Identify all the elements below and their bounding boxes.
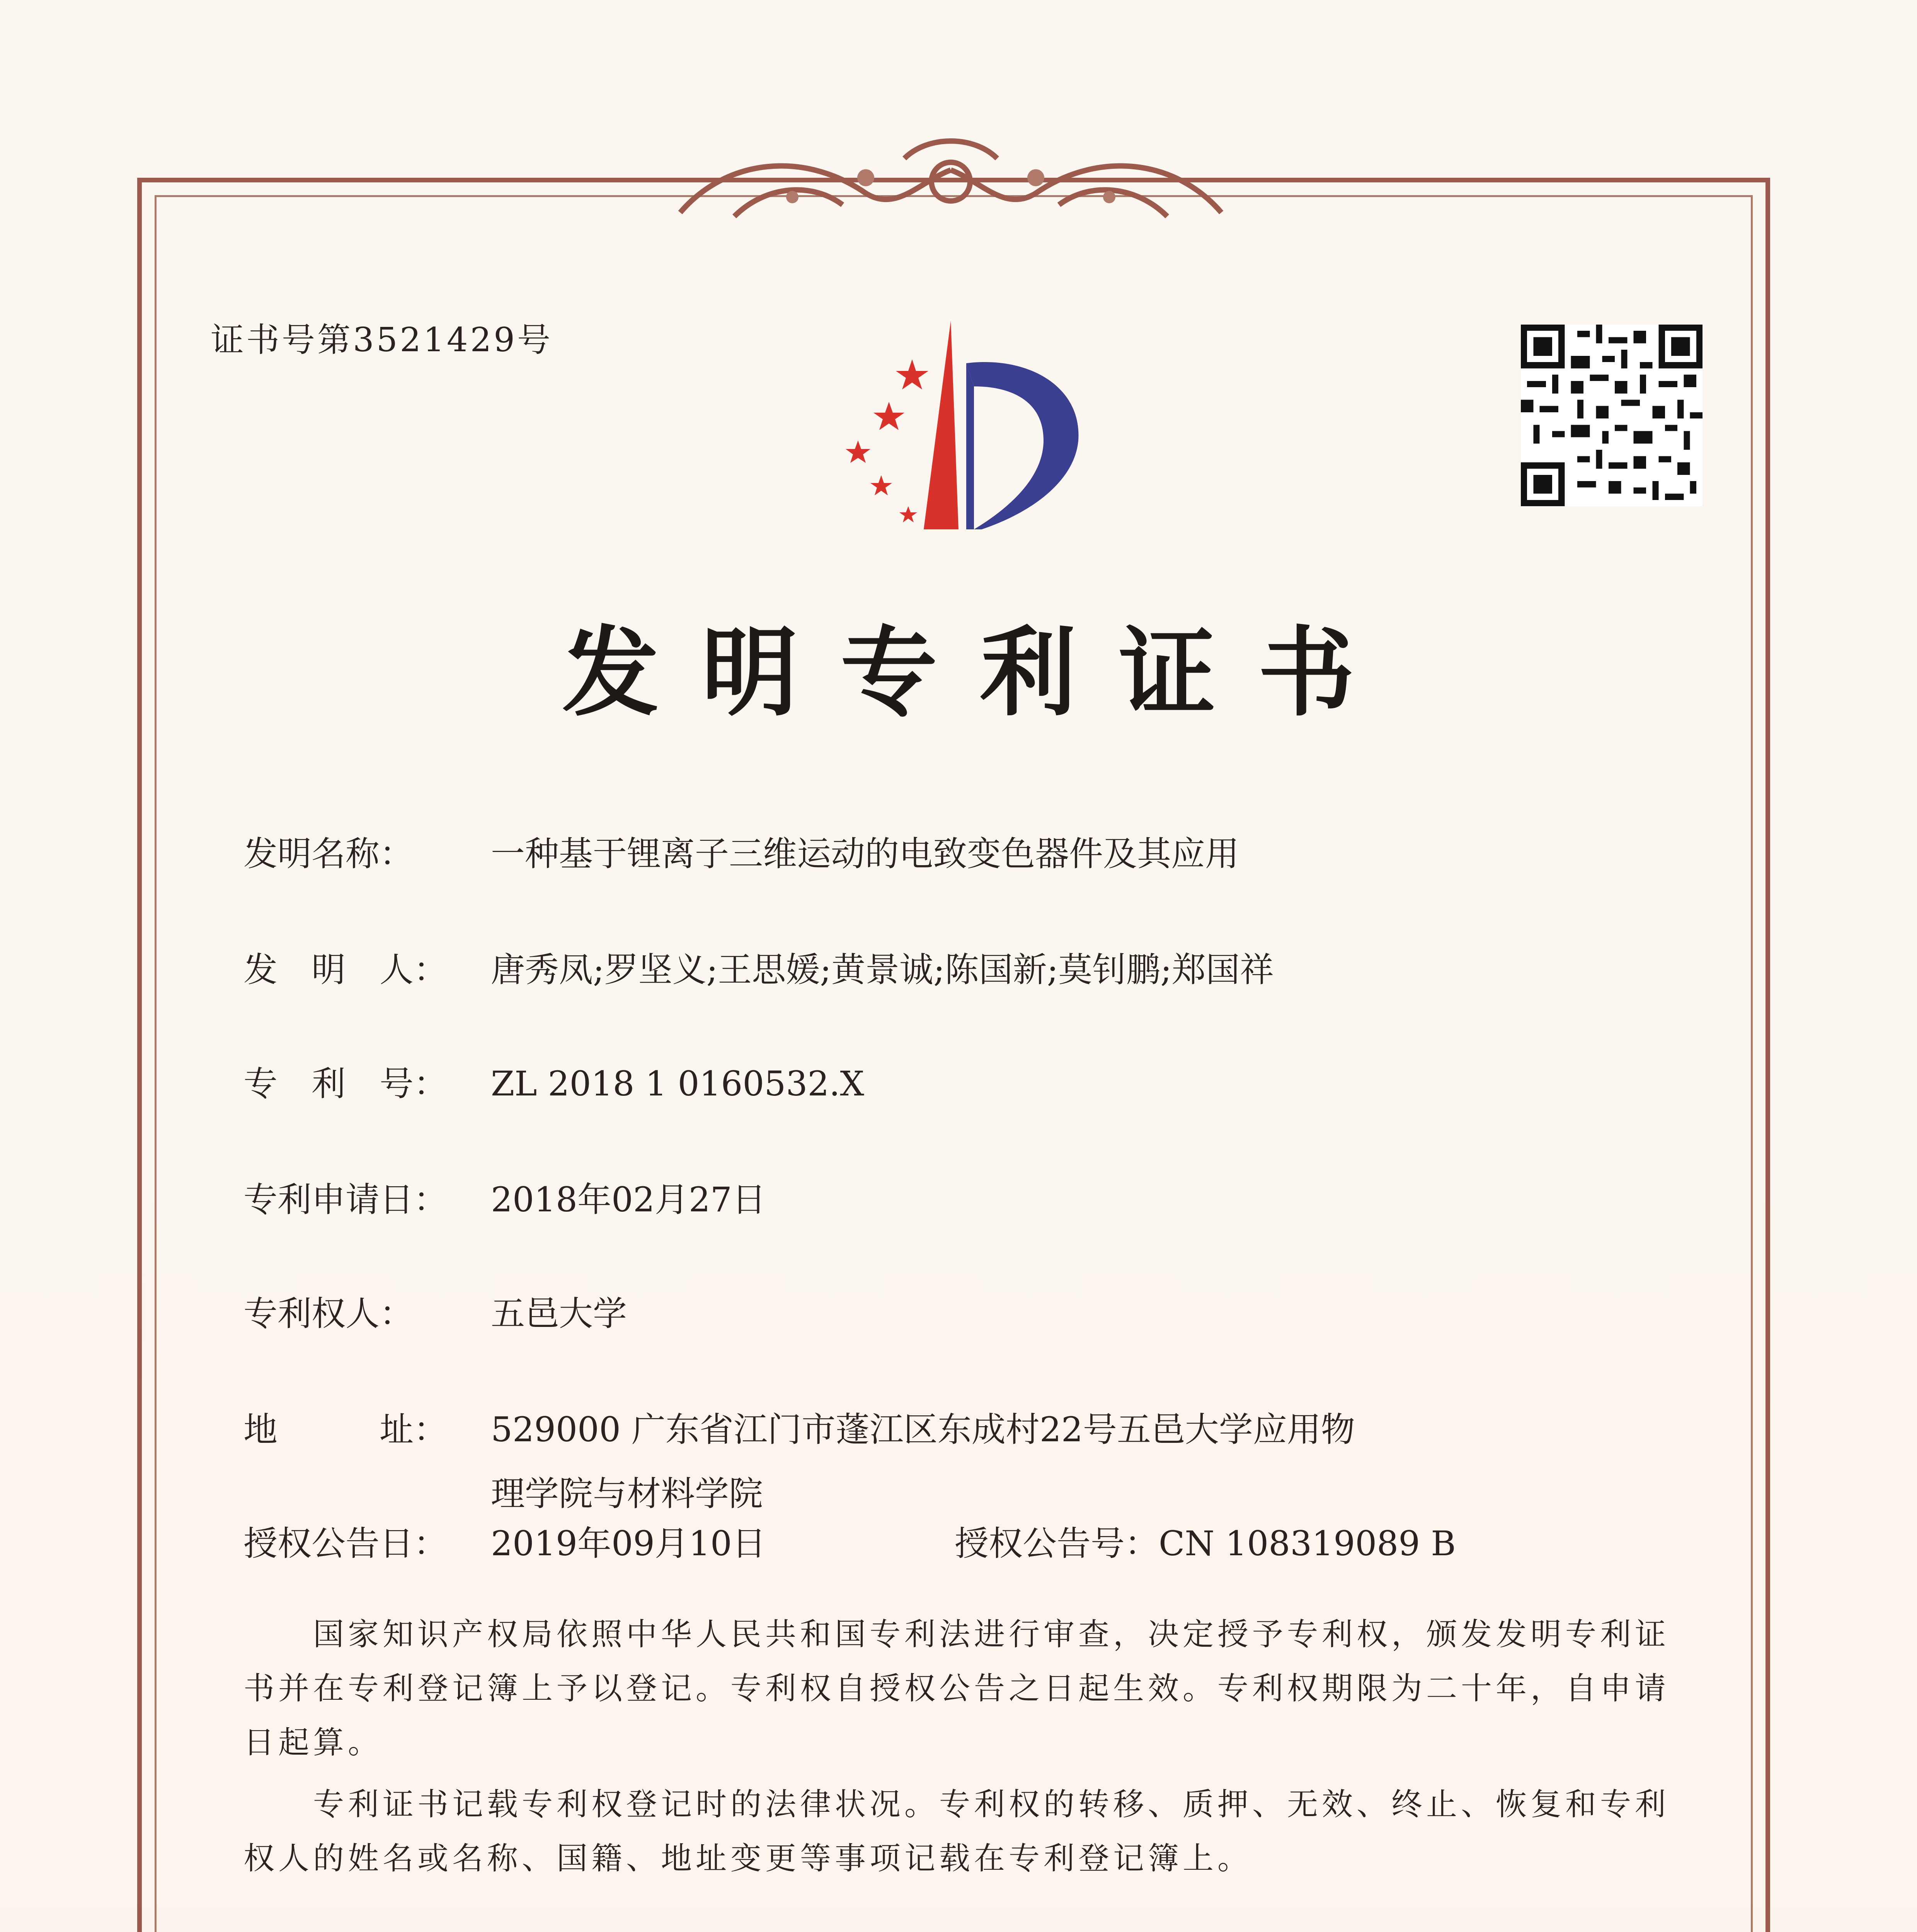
certificate-title: 发明专利证书 xyxy=(562,616,1397,729)
field-label: 发明名称： xyxy=(243,834,414,874)
field-grant-date xyxy=(243,1517,766,1565)
field-value: 五邑大学 xyxy=(491,1294,627,1333)
field-label: 授权公告号： xyxy=(955,1524,1159,1563)
field-patent-number xyxy=(243,1057,864,1105)
field-value: 2018年02月27日 xyxy=(491,1180,766,1219)
field-value: 529000 广东省江门市蓬江区东成村22号五邑大学应用物 xyxy=(491,1410,1355,1449)
field-value-continued: 理学院与材料学院 xyxy=(491,1474,763,1514)
legal-paragraph-1: 国家知识产权局依照中华人民共和国专利法进行审查，决定授予专利权，颁发发明专利证书并在专利登记簿上予以登记。专利权自授权公告之日起生效。专利权期限为二十年，自申请日起算。 xyxy=(243,1616,1670,1760)
field-grant-number xyxy=(955,1517,1456,1565)
field-value: 2019年09月10日 xyxy=(491,1524,766,1563)
patent-office-emblem-icon xyxy=(812,313,1105,545)
field-label: 专利申请日： xyxy=(243,1180,448,1219)
field-patentee xyxy=(243,1287,627,1335)
field-label: 授权公告日： xyxy=(243,1524,448,1563)
field-value: 一种基于锂离子三维运动的电致变色器件及其应用 xyxy=(491,834,1239,874)
field-value: 唐秀凤;罗坚义;王思媛;黄景诚;陈国新;莫钊鹏;郑国祥 xyxy=(491,950,1274,990)
legal-paragraph-2: 专利证书记载专利权登记时的法律状况。专利权的转移、质押、无效、终止、恢复和专利权人的姓名或名称、国籍、地址变更等事项记载在专利登记簿上。 xyxy=(243,1786,1670,1876)
top-ornament-icon xyxy=(665,135,1237,236)
field-label: 地 址： xyxy=(243,1410,448,1449)
field-label: 发 明 人： xyxy=(243,950,448,990)
field-value: ZL 2018 1 0160532.X xyxy=(491,1064,864,1104)
qr-code-icon xyxy=(1521,325,1702,506)
field-label: 专利权人： xyxy=(243,1294,414,1333)
certificate-number: 证书号第3521429号 xyxy=(211,321,553,359)
field-invention-name xyxy=(243,827,1239,876)
field-address xyxy=(243,1403,1355,1515)
field-value: CN 108319089 B xyxy=(1159,1524,1456,1563)
field-inventors xyxy=(243,943,1274,992)
field-application-date xyxy=(243,1173,766,1221)
field-label: 专 利 号： xyxy=(243,1064,448,1104)
